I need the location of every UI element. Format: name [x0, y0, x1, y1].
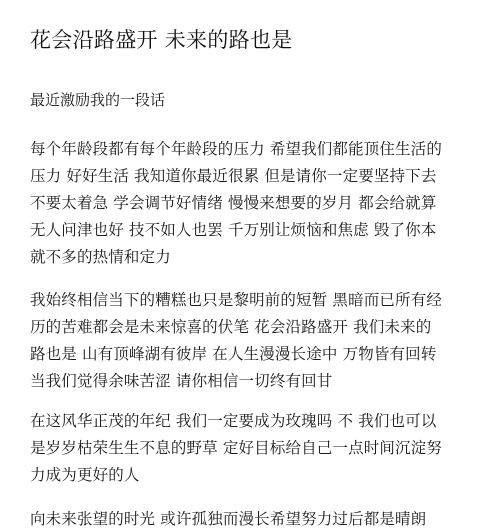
- text-line: 是岁岁枯荣生生不息的野草 定好目标给自己一点时间沉淀努: [30, 439, 442, 457]
- text-line: 当我们觉得余味苦涩 请你相信一切终有回甘: [30, 372, 333, 390]
- text-line: 向未来张望的时光 或许孤独而漫长希望努力过后都是晴朗: [30, 510, 427, 528]
- paragraph-1: [30, 136, 478, 271]
- paragraph-4: [30, 506, 478, 532]
- text-line: 我始终相信当下的糟糕也只是黎明前的短暂 黑暗而已所有经: [30, 291, 442, 309]
- paragraph-3: [30, 408, 478, 489]
- section-subtitle: 最近激励我的一段话: [30, 91, 166, 109]
- text-line: 就不多的热情和定力: [30, 248, 171, 266]
- text-line: 路也是 山有顶峰湖有彼岸 在人生漫漫长途中 万物皆有回转: [30, 345, 437, 363]
- text-line: 不要太着急 学会调节好情绪 慢慢来想要的岁月 都会给就算: [30, 194, 437, 212]
- page-title: 花会沿路盛开 未来的路也是: [30, 28, 293, 52]
- text-line: 压力 好好生活 我知道你最近很累 但是请你一定要坚持下去: [30, 167, 437, 185]
- text-line: 无人问津也好 技不如人也罢 千万别让烦恼和焦虑 毁了你本: [30, 221, 437, 239]
- text-line: 力成为更好的人: [30, 466, 140, 484]
- text-line: 历的苦难都会是未来惊喜的伏笔 花会沿路盛开 我们未来的: [30, 318, 432, 336]
- paragraph-2: [30, 287, 478, 395]
- text-line: 在这风华正茂的年纪 我们一定要成为玫瑰吗 不 我们也可以: [30, 412, 437, 430]
- text-line: 每个年龄段都有每个年龄段的压力 希望我们都能顶住生活的: [30, 140, 442, 158]
